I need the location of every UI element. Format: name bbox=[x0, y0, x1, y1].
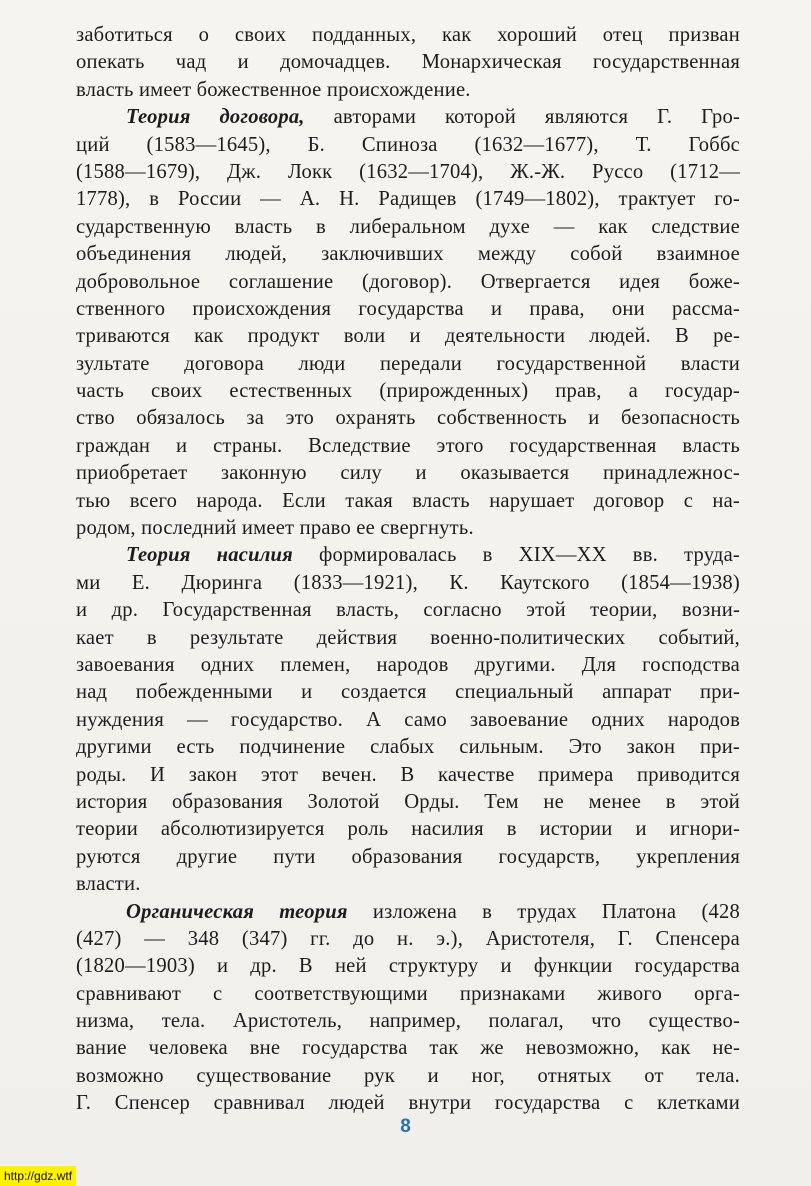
text-line bbox=[76, 488, 740, 515]
text-line bbox=[76, 378, 740, 405]
line-text: Г. Спенсер сравнивал людей внутри государства с клетками bbox=[76, 1092, 740, 1115]
line-text: вание человека вне государства так же невозможно, как не- bbox=[76, 1037, 740, 1060]
text-line bbox=[76, 762, 740, 789]
line-text: возможно существование рук и ног, отнятых от тела. bbox=[76, 1064, 740, 1087]
text-line bbox=[76, 652, 740, 679]
text-line bbox=[76, 1035, 740, 1062]
line-text: формировалась в XIX—XX вв. труда- bbox=[292, 544, 740, 567]
text-line bbox=[76, 625, 740, 652]
line-text: часть своих естественных (прирожденных) прав, а государ- bbox=[76, 380, 740, 403]
text-line bbox=[76, 159, 740, 186]
line-text: (1820—1903) и др. В ней структуру и функции государства bbox=[76, 955, 740, 978]
line-text: (1588—1679), Дж. Локк (1632—1704), Ж.-Ж. Руссо (1712— bbox=[76, 160, 740, 183]
text-line bbox=[76, 816, 740, 843]
line-text: власть имеет божественное происхождение. bbox=[76, 78, 471, 101]
line-text: зультате договора люди передали государственной власти bbox=[76, 352, 740, 375]
text-line bbox=[76, 296, 740, 323]
line-text: теории абсолютизируется роль насилия в истории и игнори- bbox=[76, 818, 740, 841]
theory-term: Теория договора, bbox=[126, 106, 305, 129]
text-line bbox=[76, 953, 740, 980]
text-line bbox=[76, 1090, 740, 1117]
line-text: тью всего народа. Если такая власть нарушает договор с на- bbox=[76, 489, 740, 512]
text-line bbox=[76, 22, 740, 49]
line-text: и др. Государственная власть, согласно этой теории, возни- bbox=[76, 599, 740, 622]
text-line bbox=[76, 214, 740, 241]
line-text: (427) — 348 (347) гг. до н. э.), Аристотеля, Г. Спенсера bbox=[76, 927, 740, 950]
line-text: ми Е. Дюринга (1833—1921), К. Каутского (1854—1938) bbox=[76, 571, 740, 594]
text-line bbox=[76, 899, 740, 926]
text-line bbox=[76, 707, 740, 734]
line-text: власти. bbox=[76, 873, 141, 896]
text-line bbox=[76, 77, 740, 104]
line-text: руются другие пути образования государств, укрепления bbox=[76, 845, 740, 868]
text-line bbox=[76, 351, 740, 378]
text-line bbox=[76, 926, 740, 953]
line-text: изложена в трудах Платона (428 bbox=[347, 900, 740, 923]
text-line bbox=[76, 1063, 740, 1090]
text-line bbox=[76, 981, 740, 1008]
line-text: низма, тела. Аристотель, например, полагал, что существо- bbox=[76, 1010, 740, 1033]
text-line bbox=[76, 597, 740, 624]
text-line bbox=[76, 1008, 740, 1035]
line-text: сударственную власть в либеральном духе — как следствие bbox=[76, 215, 740, 238]
text-line bbox=[76, 405, 740, 432]
line-text: ственного происхождения государства и права, они рассма- bbox=[76, 297, 740, 320]
line-text: опекать чад и домочадцев. Монархическая государственная bbox=[76, 51, 740, 74]
line-text: триваются как продукт воли и деятельности людей. В ре- bbox=[76, 325, 740, 348]
line-text: другими есть подчинение слабых сильным. Это закон при- bbox=[76, 736, 740, 759]
text-line bbox=[76, 789, 740, 816]
line-text: добровольное соглашение (договор). Отвергается идея боже- bbox=[76, 270, 740, 293]
text-line bbox=[76, 433, 740, 460]
line-text: 1778), в России — А. Н. Радищев (1749—1802), трактует го- bbox=[76, 188, 740, 211]
line-text: граждан и страны. Вследствие этого государственная власть bbox=[76, 434, 740, 457]
theory-term: Теория насилия bbox=[126, 544, 293, 567]
text-line bbox=[76, 871, 740, 898]
text-line bbox=[76, 844, 740, 871]
text-line bbox=[76, 515, 740, 542]
line-text: родом, последний имеет право ее свергнуть. bbox=[76, 517, 474, 540]
text-line bbox=[76, 679, 740, 706]
line-text: сравнивают с соответствующими признаками живого орга- bbox=[76, 982, 740, 1005]
line-text: приобретает законную силу и оказывается принадлежнос- bbox=[76, 462, 740, 485]
line-text: кает в результате действия военно-политических событий, bbox=[76, 626, 740, 649]
line-text: заботиться о своих подданных, как хороший отец призван bbox=[76, 24, 740, 46]
text-line bbox=[76, 241, 740, 268]
text-line bbox=[76, 570, 740, 597]
line-text: над побежденными и создается специальный аппарат при- bbox=[76, 681, 740, 704]
line-text: объединения людей, заключивших между собой взаимное bbox=[76, 243, 740, 266]
line-text: ство обязалось за это охранять собственность и безопасность bbox=[76, 407, 740, 430]
text-line bbox=[76, 186, 740, 213]
watermark-link[interactable]: http://gdz.wtf bbox=[0, 1166, 76, 1186]
text-line bbox=[76, 460, 740, 487]
text-line bbox=[76, 734, 740, 761]
line-text: ций (1583—1645), Б. Спиноза (1632—1677), Т. Гоббс bbox=[76, 133, 740, 156]
body-text bbox=[76, 22, 740, 1118]
page-number: 8 bbox=[400, 1116, 411, 1137]
theory-term: Органическая теория bbox=[126, 900, 348, 923]
line-text: авторами которой являются Г. Гро- bbox=[304, 106, 740, 129]
text-line bbox=[76, 104, 740, 131]
text-line bbox=[76, 49, 740, 76]
text-line bbox=[76, 323, 740, 350]
text-line bbox=[76, 132, 740, 159]
text-line bbox=[76, 542, 740, 569]
line-text: роды. И закон этот вечен. В качестве примера приводится bbox=[76, 763, 740, 786]
line-text: история образования Золотой Орды. Тем не менее в этой bbox=[76, 790, 740, 813]
text-line bbox=[76, 269, 740, 296]
line-text: нуждения — государство. А само завоевание одних народов bbox=[76, 708, 740, 731]
line-text: завоевания одних племен, народов другими. Для господства bbox=[76, 653, 740, 676]
